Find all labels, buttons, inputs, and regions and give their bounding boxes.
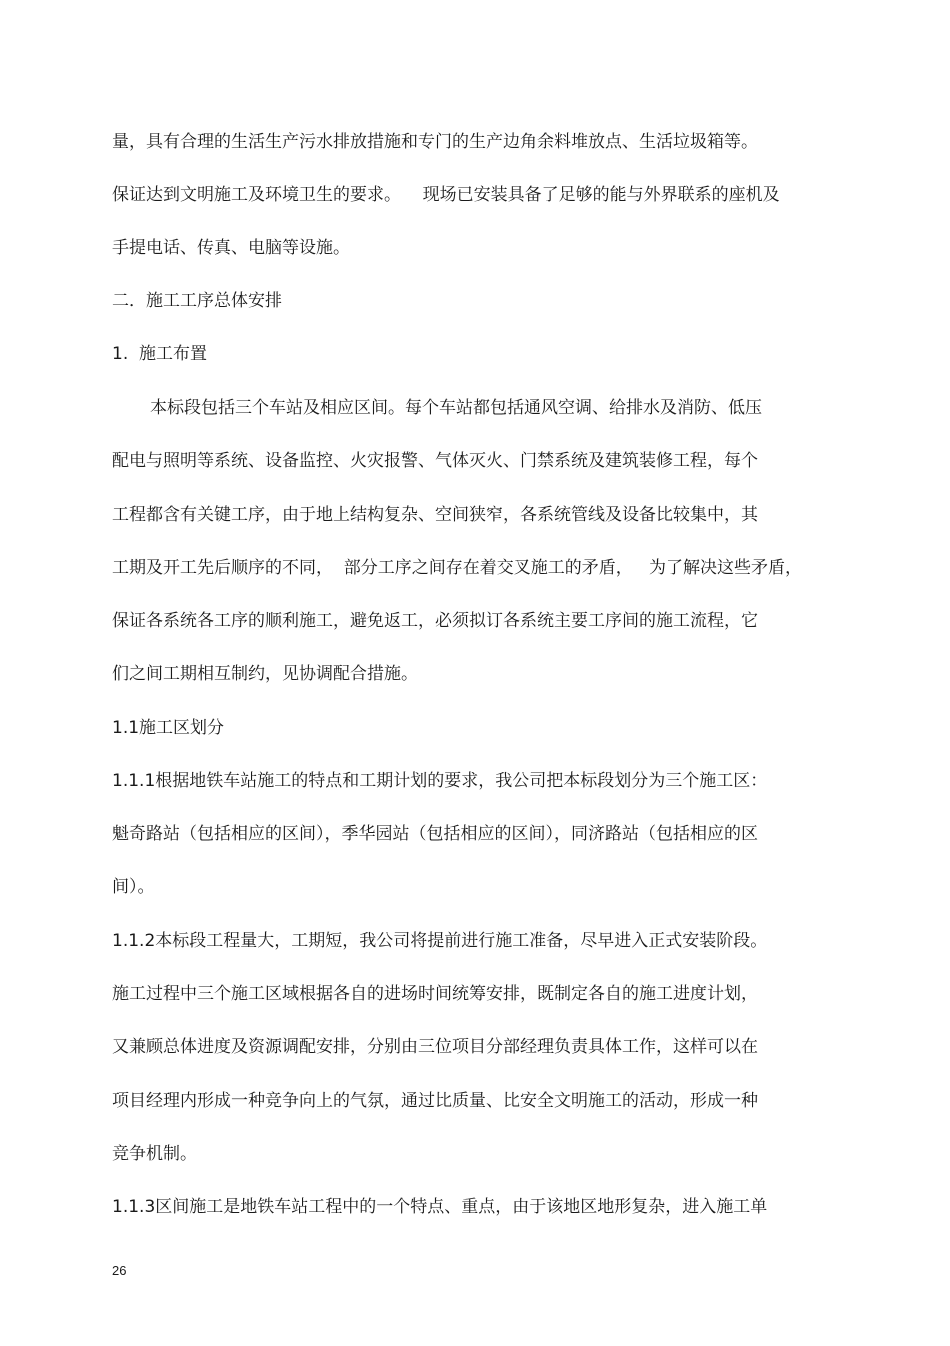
- text-line: 配电与照明等系统、设备监控、火灾报警、气体灭火、门禁系统及建筑装修工程，每个: [112, 451, 758, 471]
- text-line: 间）。: [112, 877, 155, 897]
- subsection-heading: 1. 施工布置: [112, 344, 208, 364]
- section-heading: 二．施工工序总体安排: [112, 291, 282, 311]
- text-line: 工期及开工先后顺序的不同， 部分工序之间存在着交叉施工的矛盾， 为了解决这些矛盾，: [112, 558, 803, 578]
- text-line: 项目经理内形成一种竞争向上的气氛，通过比质量、比安全文明施工的活动，形成一种: [112, 1091, 758, 1111]
- page-number: 26: [112, 1263, 127, 1278]
- subsection-heading: 1.1施工区划分: [112, 718, 225, 738]
- text-line: 们之间工期相互制约，见协调配合措施。: [112, 664, 418, 684]
- text-line: 工程都含有关键工序，由于地上结构复杂、空间狭窄，各系统管线及设备比较集中，其: [112, 505, 758, 525]
- text-line: 保证达到文明施工及环境卫生的要求。 现场已安装具备了足够的能与外界联系的座机及: [112, 185, 780, 205]
- text-line: 1.1.1根据地铁车站施工的特点和工期计划的要求，我公司把本标段划分为三个施工区：: [112, 771, 768, 791]
- text-line: 1.1.2本标段工程量大，工期短，我公司将提前进行施工准备，尽早进入正式安装阶段。: [112, 931, 768, 951]
- text-line: 手提电话、传真、电脑等设施。: [112, 238, 350, 258]
- text-line: 本标段包括三个车站及相应区间。每个车站都包括通风空调、给排水及消防、低压: [150, 398, 762, 418]
- text-line: 又兼顾总体进度及资源调配安排，分别由三位项目分部经理负责具体工作，这样可以在: [112, 1037, 758, 1057]
- text-line: 施工过程中三个施工区域根据各自的进场时间统筹安排，既制定各自的施工进度计划，: [112, 984, 758, 1004]
- text-line: 保证各系统各工序的顺利施工，避免返工，必须拟订各系统主要工序间的施工流程，它: [112, 611, 758, 631]
- text-line: 魁奇路站（包括相应的区间），季华园站（包括相应的区间），同济路站（包括相应的区: [112, 824, 758, 844]
- text-line: 竞争机制。: [112, 1144, 197, 1164]
- text-line: 1.1.3区间施工是地铁车站工程中的一个特点、重点，由于该地区地形复杂，进入施工单: [112, 1197, 768, 1217]
- text-line: 量，具有合理的生活生产污水排放措施和专门的生产边角余料堆放点、生活垃圾箱等。: [112, 132, 758, 152]
